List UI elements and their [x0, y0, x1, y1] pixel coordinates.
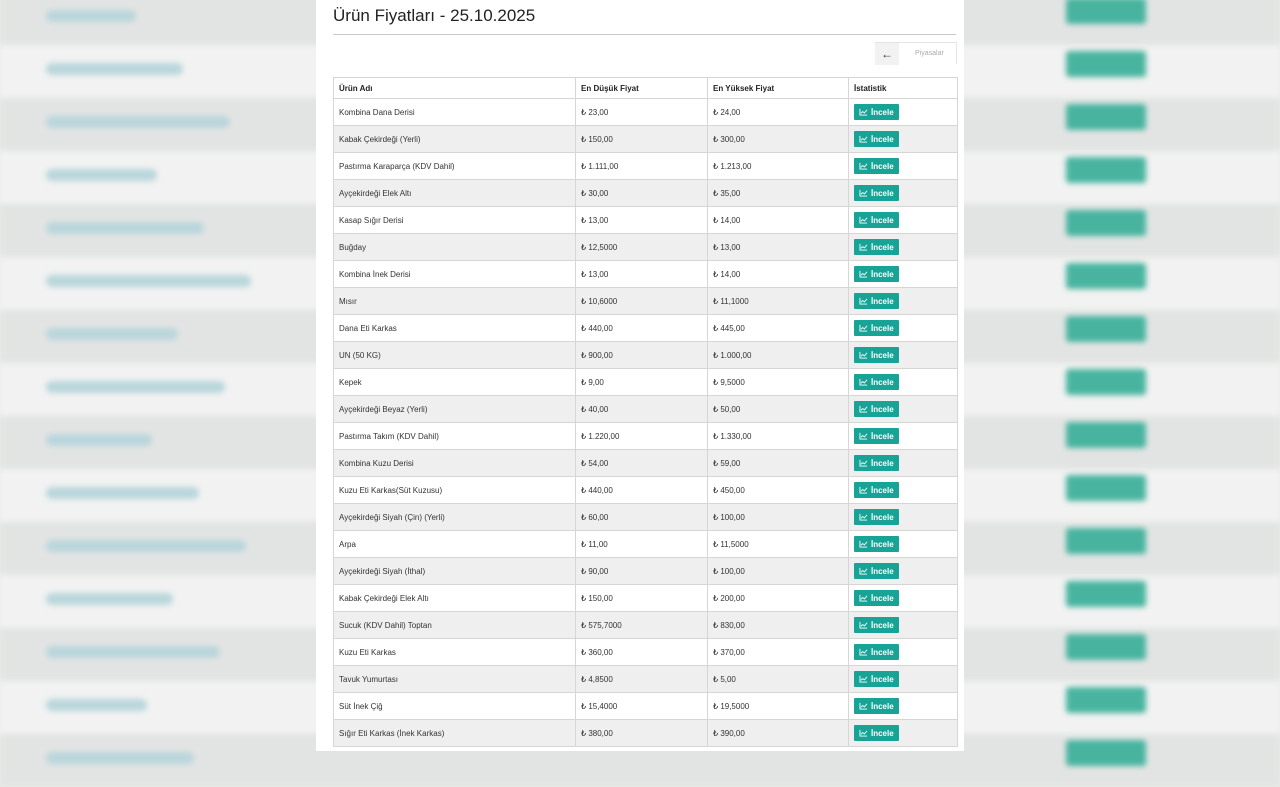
chart-line-icon — [859, 459, 868, 467]
min-price: ₺ 1.220,00 — [576, 423, 708, 450]
blurred-link — [46, 752, 194, 764]
blurred-link — [46, 593, 173, 605]
blurred-button — [1066, 263, 1146, 289]
min-price: ₺ 4,8500 — [576, 666, 708, 693]
inspect-button[interactable] — [854, 185, 899, 201]
inspect-button-label: İncele — [871, 350, 894, 360]
inspect-button-label: İncele — [871, 323, 894, 333]
product-name-link[interactable]: Ayçekirdeği Siyah (Çin) (Yerli) — [334, 504, 576, 531]
blurred-button — [1066, 422, 1146, 448]
min-price: ₺ 40,00 — [576, 396, 708, 423]
max-price: ₺ 59,00 — [708, 450, 849, 477]
inspect-button[interactable] — [854, 455, 899, 471]
inspect-button[interactable] — [854, 266, 899, 282]
arrow-left-icon[interactable]: ← — [875, 43, 899, 65]
max-price: ₺ 1.213,00 — [708, 153, 849, 180]
min-price: ₺ 10,6000 — [576, 288, 708, 315]
min-price: ₺ 900,00 — [576, 342, 708, 369]
statistics-cell — [849, 693, 958, 720]
max-price: ₺ 100,00 — [708, 504, 849, 531]
min-price: ₺ 150,00 — [576, 585, 708, 612]
statistics-cell — [849, 639, 958, 666]
chart-line-icon — [859, 108, 868, 116]
statistics-cell — [849, 342, 958, 369]
inspect-button[interactable] — [854, 428, 899, 444]
chart-line-icon — [859, 324, 868, 332]
max-price: ₺ 830,00 — [708, 612, 849, 639]
chart-line-icon — [859, 648, 868, 656]
blurred-button — [1066, 369, 1146, 395]
inspect-button[interactable] — [854, 131, 899, 147]
max-price: ₺ 11,5000 — [708, 531, 849, 558]
inspect-button[interactable] — [854, 698, 899, 714]
statistics-cell — [849, 261, 958, 288]
inspect-button[interactable] — [854, 725, 899, 741]
statistics-cell — [849, 450, 958, 477]
table-row — [334, 180, 958, 207]
statistics-cell — [849, 612, 958, 639]
inspect-button-label: İncele — [871, 647, 894, 657]
product-name-link[interactable]: Süt İnek Çiğ — [334, 693, 576, 720]
table-header-row — [334, 78, 958, 99]
back-to-markets-tab[interactable] — [875, 42, 957, 64]
inspect-button-label: İncele — [871, 728, 894, 738]
chart-line-icon — [859, 270, 868, 278]
content-panel — [316, 0, 964, 751]
inspect-button[interactable] — [854, 158, 899, 174]
product-name-link[interactable]: Pastırma Karaparça (KDV Dahil) — [334, 153, 576, 180]
max-price: ₺ 445,00 — [708, 315, 849, 342]
product-name-link[interactable]: Kombina Dana Derisi — [334, 99, 576, 126]
min-price: ₺ 380,00 — [576, 720, 708, 747]
inspect-button-label: İncele — [871, 269, 894, 279]
blurred-link — [46, 434, 152, 446]
max-price: ₺ 14,00 — [708, 207, 849, 234]
max-price: ₺ 19,5000 — [708, 693, 849, 720]
blurred-link — [46, 63, 183, 75]
inspect-button-label: İncele — [871, 188, 894, 198]
chart-line-icon — [859, 243, 868, 251]
blurred-button — [1066, 316, 1146, 342]
inspect-button[interactable] — [854, 212, 899, 228]
chart-line-icon — [859, 486, 868, 494]
inspect-button[interactable] — [854, 293, 899, 309]
blurred-button — [1066, 51, 1146, 77]
inspect-button[interactable] — [854, 104, 899, 120]
inspect-button[interactable] — [854, 320, 899, 336]
table-row — [334, 99, 958, 126]
statistics-cell — [849, 180, 958, 207]
header-product-name: Ürün Adı — [334, 78, 576, 99]
min-price: ₺ 440,00 — [576, 477, 708, 504]
min-price: ₺ 54,00 — [576, 450, 708, 477]
blurred-button — [1066, 740, 1146, 766]
product-name-link[interactable]: Kuzu Eti Karkas — [334, 639, 576, 666]
blurred-link — [46, 222, 204, 234]
back-tab-label[interactable]: Piyasalar — [915, 50, 944, 57]
header-max-price: En Yüksek Fiyat — [708, 78, 849, 99]
table-row — [334, 612, 958, 639]
max-price: ₺ 100,00 — [708, 558, 849, 585]
inspect-button-label: İncele — [871, 539, 894, 549]
product-name-link[interactable]: Kabak Çekirdeği Elek Altı — [334, 585, 576, 612]
blurred-link — [46, 10, 136, 22]
blurred-button — [1066, 104, 1146, 130]
inspect-button[interactable] — [854, 617, 899, 633]
max-price: ₺ 1.000,00 — [708, 342, 849, 369]
chart-line-icon — [859, 135, 868, 143]
blurred-link — [46, 540, 246, 552]
statistics-cell — [849, 315, 958, 342]
table-row — [334, 315, 958, 342]
inspect-button-label: İncele — [871, 431, 894, 441]
statistics-cell — [849, 207, 958, 234]
header-min-price: En Düşük Fiyat — [576, 78, 708, 99]
chart-line-icon — [859, 729, 868, 737]
product-name-link[interactable]: Kuzu Eti Karkas(Süt Kuzusu) — [334, 477, 576, 504]
blurred-button — [1066, 528, 1146, 554]
inspect-button[interactable] — [854, 239, 899, 255]
min-price: ₺ 11,00 — [576, 531, 708, 558]
inspect-button[interactable] — [854, 563, 899, 579]
table-row — [334, 558, 958, 585]
chart-line-icon — [859, 297, 868, 305]
table-row — [334, 261, 958, 288]
inspect-button-label: İncele — [871, 674, 894, 684]
statistics-cell — [849, 396, 958, 423]
chart-line-icon — [859, 567, 868, 575]
table-row — [334, 423, 958, 450]
title-divider — [333, 34, 956, 35]
max-price: ₺ 9,5000 — [708, 369, 849, 396]
product-name-link[interactable]: UN (50 KG) — [334, 342, 576, 369]
blurred-link — [46, 381, 225, 393]
statistics-cell — [849, 666, 958, 693]
table-row — [334, 450, 958, 477]
table-row — [334, 234, 958, 261]
inspect-button-label: İncele — [871, 566, 894, 576]
inspect-button-label: İncele — [871, 296, 894, 306]
inspect-button[interactable] — [854, 536, 899, 552]
min-price: ₺ 60,00 — [576, 504, 708, 531]
product-name-link[interactable]: Sığır Eti Karkas (İnek Karkas) — [334, 720, 576, 747]
statistics-cell — [849, 99, 958, 126]
inspect-button-label: İncele — [871, 161, 894, 171]
max-price: ₺ 300,00 — [708, 126, 849, 153]
blurred-link — [46, 116, 230, 128]
table-row — [334, 288, 958, 315]
chart-line-icon — [859, 162, 868, 170]
product-name-link[interactable]: Kepek — [334, 369, 576, 396]
inspect-button[interactable] — [854, 374, 899, 390]
product-name-link[interactable]: Buğday — [334, 234, 576, 261]
blurred-button — [1066, 475, 1146, 501]
chart-line-icon — [859, 540, 868, 548]
min-price: ₺ 575,7000 — [576, 612, 708, 639]
table-row — [334, 504, 958, 531]
inspect-button-label: İncele — [871, 593, 894, 603]
statistics-cell — [849, 477, 958, 504]
blurred-button — [1066, 581, 1146, 607]
inspect-button[interactable] — [854, 671, 899, 687]
table-row — [334, 207, 958, 234]
product-name-link[interactable]: Sucuk (KDV Dahil) Toptan — [334, 612, 576, 639]
statistics-cell — [849, 423, 958, 450]
blurred-link — [46, 646, 220, 658]
blurred-button — [1066, 0, 1146, 24]
chart-line-icon — [859, 594, 868, 602]
min-price: ₺ 15,4000 — [576, 693, 708, 720]
product-name-link[interactable]: Arpa — [334, 531, 576, 558]
blurred-link — [46, 699, 147, 711]
header-statistics: İstatistik — [849, 78, 958, 99]
statistics-cell — [849, 153, 958, 180]
statistics-cell — [849, 585, 958, 612]
chart-line-icon — [859, 378, 868, 386]
table-row — [334, 720, 958, 747]
min-price: ₺ 150,00 — [576, 126, 708, 153]
min-price: ₺ 90,00 — [576, 558, 708, 585]
table-row — [334, 126, 958, 153]
statistics-cell — [849, 504, 958, 531]
inspect-button-label: İncele — [871, 242, 894, 252]
blurred-link — [46, 169, 157, 181]
statistics-cell — [849, 288, 958, 315]
min-price: ₺ 13,00 — [576, 207, 708, 234]
statistics-cell — [849, 234, 958, 261]
blurred-link — [46, 487, 199, 499]
table-row — [334, 369, 958, 396]
chart-line-icon — [859, 675, 868, 683]
table-row — [334, 666, 958, 693]
min-price: ₺ 13,00 — [576, 261, 708, 288]
min-price: ₺ 12,5000 — [576, 234, 708, 261]
product-name-link[interactable]: Pastırma Takım (KDV Dahil) — [334, 423, 576, 450]
inspect-button-label: İncele — [871, 134, 894, 144]
page-title: Ürün Fiyatları - 25.10.2025 — [333, 6, 536, 25]
min-price: ₺ 9,00 — [576, 369, 708, 396]
product-name-link[interactable]: Tavuk Yumurtası — [334, 666, 576, 693]
table-row — [334, 585, 958, 612]
chart-line-icon — [859, 702, 868, 710]
inspect-button-label: İncele — [871, 215, 894, 225]
chart-line-icon — [859, 432, 868, 440]
max-price: ₺ 35,00 — [708, 180, 849, 207]
max-price: ₺ 370,00 — [708, 639, 849, 666]
table-row — [334, 342, 958, 369]
product-name-link[interactable]: Ayçekirdeği Siyah (İthal) — [334, 558, 576, 585]
chart-line-icon — [859, 513, 868, 521]
statistics-cell — [849, 531, 958, 558]
blurred-button — [1066, 634, 1146, 660]
max-price: ₺ 450,00 — [708, 477, 849, 504]
max-price: ₺ 13,00 — [708, 234, 849, 261]
chart-line-icon — [859, 405, 868, 413]
max-price: ₺ 200,00 — [708, 585, 849, 612]
table-row — [334, 153, 958, 180]
product-name-link[interactable]: Ayçekirdeği Elek Altı — [334, 180, 576, 207]
statistics-cell — [849, 720, 958, 747]
table-row — [334, 531, 958, 558]
statistics-cell — [849, 558, 958, 585]
table-row — [334, 396, 958, 423]
inspect-button-label: İncele — [871, 107, 894, 117]
inspect-button-label: İncele — [871, 620, 894, 630]
table-row — [334, 639, 958, 666]
inspect-button-label: İncele — [871, 377, 894, 387]
product-name-link[interactable]: Kombina İnek Derisi — [334, 261, 576, 288]
min-price: ₺ 23,00 — [576, 99, 708, 126]
table-row — [334, 693, 958, 720]
inspect-button[interactable] — [854, 509, 899, 525]
blurred-link — [46, 275, 251, 287]
inspect-button[interactable] — [854, 644, 899, 660]
max-price: ₺ 5,00 — [708, 666, 849, 693]
product-name-link[interactable]: Kabak Çekirdeği (Yerli) — [334, 126, 576, 153]
inspect-button[interactable] — [854, 347, 899, 363]
table-row — [334, 477, 958, 504]
max-price: ₺ 24,00 — [708, 99, 849, 126]
product-name-link[interactable]: Ayçekirdeği Beyaz (Yerli) — [334, 396, 576, 423]
max-price: ₺ 1.330,00 — [708, 423, 849, 450]
max-price: ₺ 390,00 — [708, 720, 849, 747]
blurred-button — [1066, 210, 1146, 236]
chart-line-icon — [859, 216, 868, 224]
max-price: ₺ 14,00 — [708, 261, 849, 288]
inspect-button[interactable] — [854, 482, 899, 498]
product-name-link[interactable]: Dana Eti Karkas — [334, 315, 576, 342]
product-name-link[interactable]: Kombina Kuzu Derisi — [334, 450, 576, 477]
inspect-button-label: İncele — [871, 701, 894, 711]
chart-line-icon — [859, 621, 868, 629]
min-price: ₺ 440,00 — [576, 315, 708, 342]
price-table — [333, 77, 958, 747]
product-name-link[interactable]: Kasap Sığır Derisi — [334, 207, 576, 234]
blurred-link — [46, 328, 178, 340]
min-price: ₺ 30,00 — [576, 180, 708, 207]
inspect-button-label: İncele — [871, 404, 894, 414]
max-price: ₺ 11,1000 — [708, 288, 849, 315]
inspect-button-label: İncele — [871, 458, 894, 468]
inspect-button-label: İncele — [871, 485, 894, 495]
chart-line-icon — [859, 351, 868, 359]
statistics-cell — [849, 126, 958, 153]
statistics-cell — [849, 369, 958, 396]
product-name-link[interactable]: Mısır — [334, 288, 576, 315]
inspect-button-label: İncele — [871, 512, 894, 522]
chart-line-icon — [859, 189, 868, 197]
min-price: ₺ 1.111,00 — [576, 153, 708, 180]
inspect-button[interactable] — [854, 590, 899, 606]
max-price: ₺ 50,00 — [708, 396, 849, 423]
inspect-button[interactable] — [854, 401, 899, 417]
min-price: ₺ 360,00 — [576, 639, 708, 666]
blurred-button — [1066, 157, 1146, 183]
blurred-button — [1066, 687, 1146, 713]
